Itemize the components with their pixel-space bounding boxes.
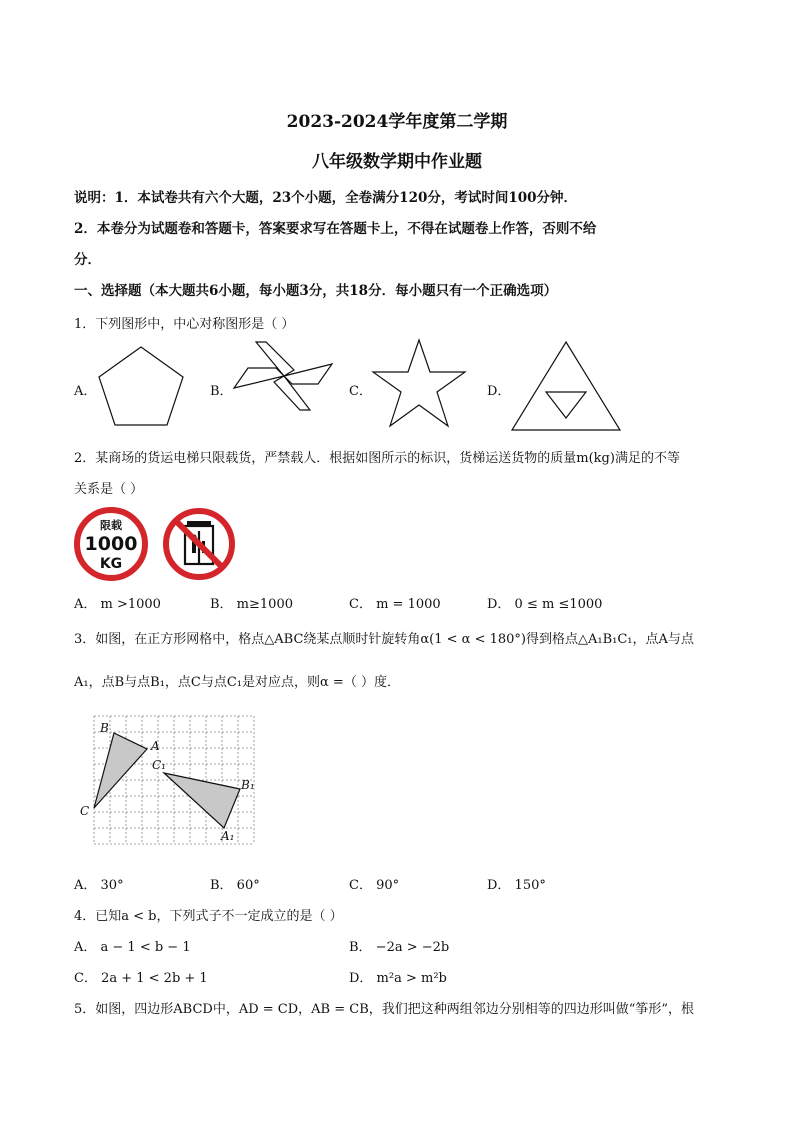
q1-option-a: A． [74,384,97,399]
q2-option-a: A． m >1000 [74,597,161,612]
q4-stem: 4．已知a < b，下列式子不一定成立的是（ ） [74,909,343,924]
q4-option-a: A． a − 1 < b − 1 [74,940,191,955]
instruction-line-3: 分． [74,252,101,268]
q3-stem-line-2: A₁，点B与点B₁，点C与点C₁是对应点，则α =（ ）度． [74,675,400,690]
exam-subtitle: 八年级数学期中作业题 [312,152,482,172]
q3-option-a: A． 30° [74,878,124,893]
pinwheel-figure [232,340,336,412]
label-a: A [151,739,160,753]
exam-title: 2023-2024学年度第二学期 [286,112,508,132]
label-b1: B₁ [241,778,255,792]
q1-stem: 1．下列图形中，中心对称图形是（ ） [74,317,295,332]
q1-option-b: B． [210,384,233,399]
q2-option-c: C． m = 1000 [349,597,441,612]
q2-stem-line-1: 2．某商场的货运电梯只限载货，严禁载人．根据如图所示的标识，货梯运送货物的质量m(kg)满足的不等 [74,451,680,466]
q3-option-d: D． 150° [487,878,546,893]
q2-option-d: D． 0 ≤ m ≤1000 [487,597,603,612]
q3-option-b: B． 60° [210,878,260,893]
label-c1: C₁ [152,758,166,772]
q3-stem-line-1: 3．如图，在正方形网格中，格点△ABC绕某点顺时针旋转角α(1 < α < 180°)得到格点△A₁B₁C₁，点A与点 [74,632,694,647]
q5-stem: 5．如图，四边形ABCD中，AD = CD，AB = CB，我们把这种两组邻边分别相等的四边形叫做“筝形”，根 [74,1002,695,1017]
load-limit-sign [72,507,150,581]
label-c: C [80,804,90,818]
no-passenger-sign [160,507,238,581]
label-a1: A₁ [221,829,235,843]
q4-option-c: C． 2a + 1 < 2b + 1 [74,971,208,986]
triangle-figure [510,340,622,432]
pentagon-figure [96,345,186,429]
section-heading: 一、选择题（本大题共6小题，每小题3分，共18分．每小题只有一个正确选项） [74,283,558,299]
star-figure [371,338,467,430]
instruction-line-1: 说明：1．本试卷共有六个大题，23个小题，全卷满分120分，考试时间100分钟． [74,190,578,206]
sign-weight-value: 1000 [84,533,138,555]
q1-option-c: C． [349,384,372,399]
sign-limit-label: 限载 [100,519,122,532]
triangle-abc [94,733,147,808]
q2-option-b: B． m≥1000 [210,597,293,612]
instruction-line-2: 2．本卷分为试题卷和答题卡，答案要求写在答题卡上，不得在试题卷上作答，否则不给 [74,221,597,237]
triangle-a1b1c1 [164,773,240,828]
label-b: B [100,721,109,735]
q4-option-b: B． −2a > −2b [349,940,450,955]
rotation-grid-figure [78,710,268,850]
sign-unit: KG [99,556,123,572]
q1-option-d: D． [487,384,511,399]
q2-stem-line-2: 关系是（ ） [74,482,144,497]
q4-option-d: D． m²a > m²b [349,971,447,986]
q3-option-c: C． 90° [349,878,400,893]
